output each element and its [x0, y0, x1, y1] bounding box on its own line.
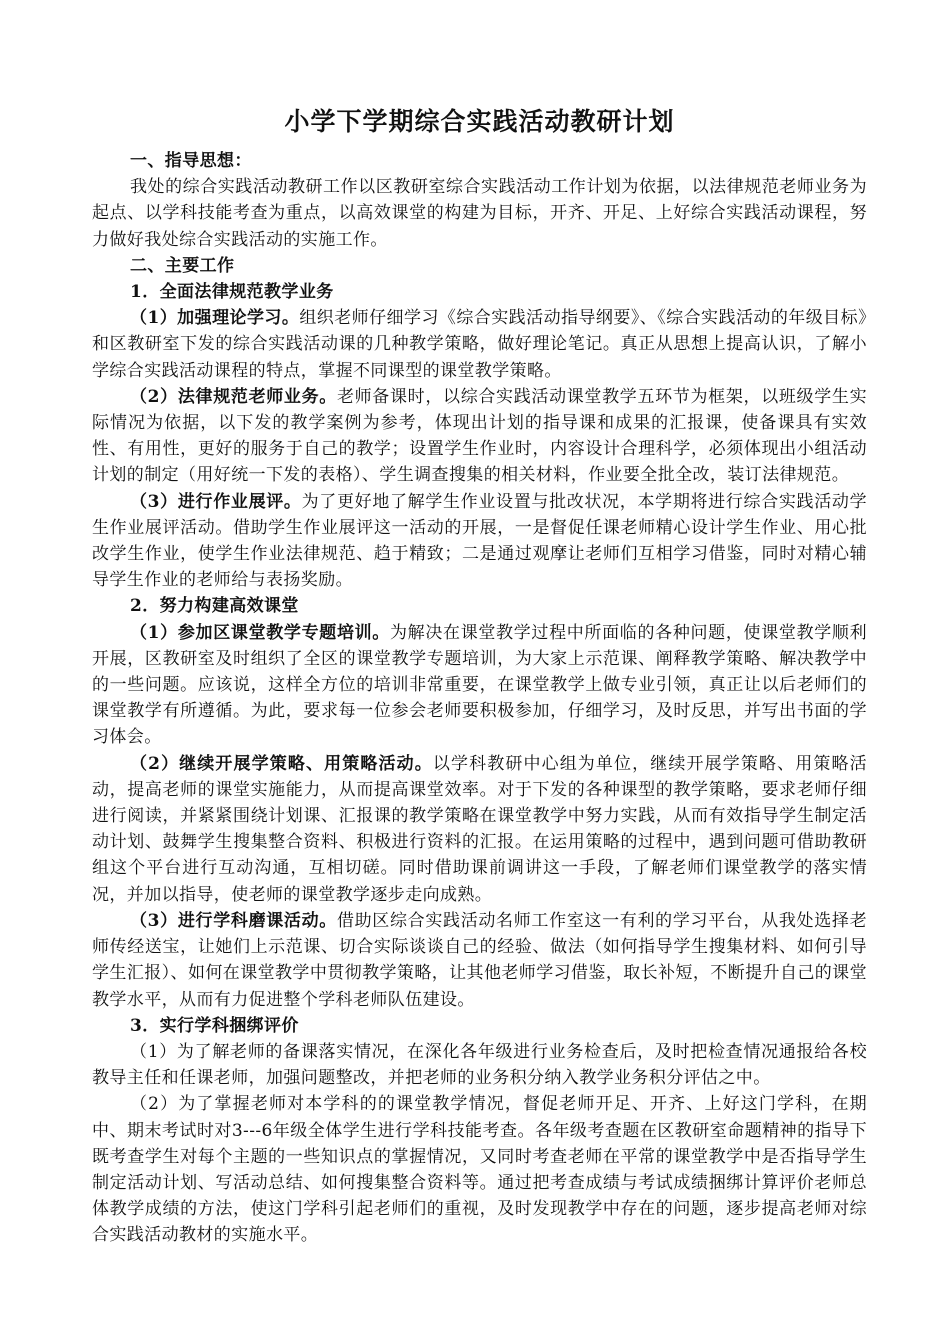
- paragraph-lead: （1）加强理论学习。: [130, 308, 300, 329]
- paragraph: [92, 751, 867, 908]
- subsection-heading: 1．全面法律规范教学业务: [130, 282, 334, 303]
- subsection-heading: 3．实行学科捆绑评价: [130, 1015, 299, 1036]
- paragraph-lead: （2）继续开展学策略、用策略活动。: [130, 753, 433, 774]
- paragraph: 我处的综合实践活动教研工作以区教研室综合实践活动工作计划为依据，以法律规范老师业务为起点、以学科技能考查为重点，以高效课堂的构建为目标，开齐、开足、上好综合实践活动课程，努力做好我处综合实践活动的实施工作。: [92, 177, 867, 250]
- subsection-heading: 2．努力构建高效课堂: [130, 596, 299, 617]
- paragraph-text: 为解决在课堂教学过程中所面临的各种问题，使课堂教学顺利开展，区教研室及时组织了全区的课堂教学专题培训，为大家上示范课、阐释教学策略、解决教学中的一些问题。应该说，这样全方位的培训非常重要，在课堂教学上做专业引领，真正让以后老师们的课堂教学有所遵循。为此，要求每一位参会老师要积极参加，仔细学习，及时反思，并写出书面的学习体会。: [92, 622, 867, 748]
- document-title: 小学下学期综合实践活动教研计划: [284, 107, 675, 136]
- document-page: [92, 102, 867, 1249]
- paragraph: [92, 305, 867, 384]
- paragraph-text: 以学科教研中心组为单位，继续开展学策略、用策略活动，提高老师的课堂实施能力，从而提高课堂效率。对于下发的各种课型的教学策略，要求老师仔细进行阅读，并紧紧围绕计划课、汇报课的教学策略在课堂教学中努力实践，从而有效指导学生制定活动计划、鼓舞学生搜集整合资料、积极进行资料的汇报。在运用策略的过程中，遇到问题可借助教研组这个平台进行互动沟通，互相切磋。同时借助课前调讲这一手段，了解老师们课堂教学的落实情况，并加以指导，使老师的课堂教学逐步走向成熟。: [92, 753, 867, 905]
- paragraph: [92, 908, 867, 1013]
- paragraph-lead: （2）法律规范老师业务。: [130, 386, 337, 407]
- paragraph-text: 组织老师仔细学习《综合实践活动指导纲要》、《综合实践活动的年级目标》和区教研室下发的综合实践活动课的几种教学策略，做好理论笔记。真正从思想上提高认识，了解小学综合实践活动课程的特点，掌握不同课型的课堂教学策略。: [92, 308, 867, 381]
- paragraph: [92, 489, 867, 594]
- paragraph: （2）为了掌握老师对本学科的的课堂教学情况，督促老师开足、开齐、上好这门学科，在期中、期末考试时对3---6年级全体学生进行学科技能考查。各年级考查题在区教研室命题精神的指导下既考查学生对每个主题的一些知识点的掌握情况，又同时考查老师在平常的课堂教学中是否指导学生制定活动计划、写活动总结、如何搜集整合资料等。通过把考查成绩与考试成绩捆绑计算评价老师总体教学成绩的方法，使这门学科引起老师们的重视，及时发现教学中存在的问题，逐步提高老师对综合实践活动教材的实施水平。: [92, 1094, 867, 1246]
- paragraph: [92, 384, 867, 489]
- paragraph: （1）为了解老师的备课落实情况，在深化各年级进行业务检查后，及时把检查情况通报给各校教导主任和任课老师，加强问题整改，并把老师的业务积分纳入教学业务积分评估之中。: [92, 1041, 867, 1089]
- paragraph-lead: （3）进行作业展评。: [130, 491, 302, 512]
- paragraph-lead: （3）进行学科磨课活动。: [130, 910, 337, 931]
- paragraph-lead: （1）参加区课堂教学专题培训。: [130, 622, 390, 643]
- section-heading: 二、主要工作: [130, 255, 235, 276]
- paragraph-text: 老师备课时，以综合实践活动课堂教学五环节为框架，以班级学生实际情况为依据，以下发的教学案例为参考，体现出计划的指导课和成果的汇报课，使备课具有实效性、有用性，更好的服务于自己的教学；设置学生作业时，内容设计合理科学，必须体现出小组活动计划的制定（用好统一下发的表格）、学生调查搜集的相关材料，作业要全批全改，装订法律规范。: [92, 386, 867, 486]
- section-heading: 一、指导思想：: [130, 151, 252, 171]
- paragraph-text: 为了更好地了解学生作业设置与批改状况，本学期将进行综合实践活动学生作业展评活动。借助学生作业展评这一活动的开展，一是督促任课老师精心设计学生作业、用心批改学生作业，使学生作业法律规范、趋于精致；二是通过观摩让老师们互相学习借鉴，同时对精心辅导学生作业的老师给与表扬奖励。: [92, 491, 867, 591]
- paragraph-text: 借助区综合实践活动名师工作室这一有利的学习平台，从我处选择老师传经送宝，让她们上示范课、切合实际谈谈自己的经验、做法（如何指导学生搜集材料、如何引导学生汇报）、如何在课堂教学中贯彻教学策略，让其他老师学习借鉴，取长补短，不断提升自己的课堂教学水平，从而有力促进整个学科老师队伍建设。: [92, 910, 867, 1010]
- paragraph: [92, 620, 867, 751]
